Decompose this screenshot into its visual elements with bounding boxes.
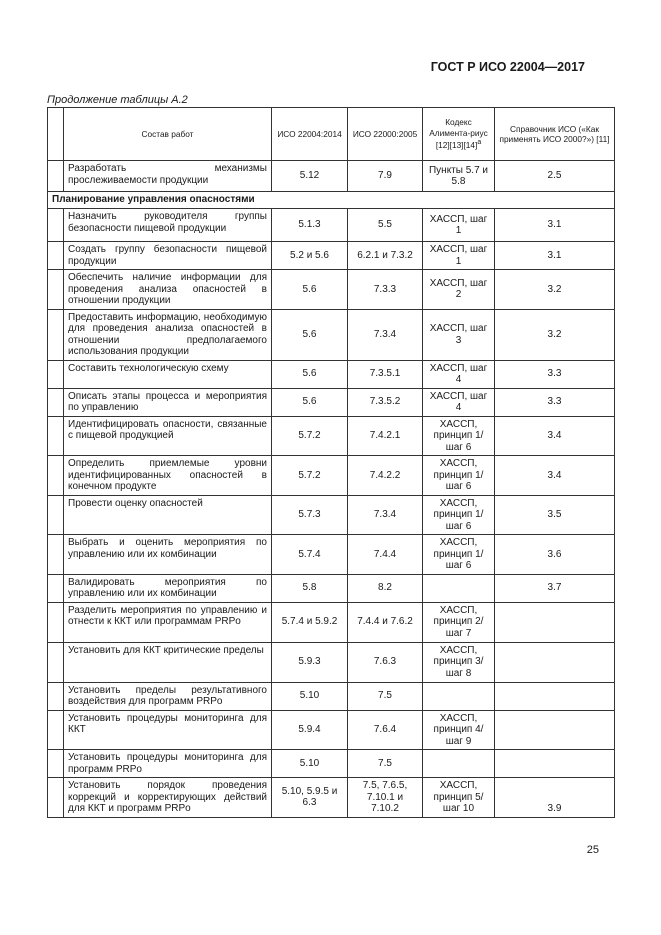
iso22000-cell: 7.4.2.2 [348, 456, 423, 496]
iso22000-cell: 7.5 [348, 682, 423, 710]
codex-cell: ХАССП, шаг 2 [423, 270, 495, 310]
row-marker-cell [48, 209, 64, 242]
codex-cell: Пункты 5.7 и 5.8 [423, 161, 495, 192]
table-row [48, 495, 615, 535]
iso22004-cell: 5.7.3 [272, 495, 348, 535]
iso22000-cell: 6.2.1 и 7.3.2 [348, 242, 423, 270]
table-row [48, 750, 615, 778]
codex-cell: ХАССП, шаг 4 [423, 360, 495, 388]
work-cell: Установить для ККТ критические пределы [64, 642, 272, 682]
codex-cell: ХАССП, шаг 3 [423, 309, 495, 360]
row-marker-cell [48, 682, 64, 710]
iso22000-cell: 7.3.3 [348, 270, 423, 310]
iso22004-cell: 5.6 [272, 309, 348, 360]
codex-cell: ХАССП, принцип 1/ шаг 6 [423, 416, 495, 456]
handbook-cell [495, 602, 615, 642]
handbook-cell: 3.2 [495, 270, 615, 310]
work-cell: Установить процедуры мониторинга для программ PRPo [64, 750, 272, 778]
work-column-header: Состав работ [64, 108, 272, 161]
row-marker-cell [48, 309, 64, 360]
row-marker-cell [48, 456, 64, 496]
work-cell: Идентифицировать опасности, связанные с пищевой продукцией [64, 416, 272, 456]
codex-footnote-mark: a [477, 139, 482, 147]
iso22000-cell: 7.6.3 [348, 642, 423, 682]
table-row [48, 682, 615, 710]
handbook-cell: 3.4 [495, 416, 615, 456]
work-cell: Валидировать мероприятия по управлению или их комбинации [64, 574, 272, 602]
row-marker-cell [48, 388, 64, 416]
row-marker-cell [48, 750, 64, 778]
handbook-cell: 3.3 [495, 360, 615, 388]
iso22004-cell: 5.6 [272, 360, 348, 388]
work-cell: Провести оценку опасностей [64, 495, 272, 535]
codex-cell: ХАССП, принцип 5/ шаг 10 [423, 778, 495, 818]
iso22000-cell: 7.3.4 [348, 495, 423, 535]
section-row [48, 192, 615, 209]
iso22004-cell: 5.9.4 [272, 710, 348, 750]
iso22004-cell: 5.1.3 [272, 209, 348, 242]
handbook-cell [495, 682, 615, 710]
table-caption: Продолжение таблицы А.2 [47, 94, 188, 106]
handbook-cell: 2.5 [495, 161, 615, 192]
table-row [48, 360, 615, 388]
table-row [48, 710, 615, 750]
row-marker-cell [48, 161, 64, 192]
work-cell: Определить приемлемые уровни идентифицированных опасностей в конечном продукте [64, 456, 272, 496]
page-number: 25 [586, 844, 599, 856]
handbook-cell: 3.3 [495, 388, 615, 416]
handbook-cell [495, 750, 615, 778]
work-cell: Установить пределы результативного воздействия для программ PRPo [64, 682, 272, 710]
row-marker-cell [48, 495, 64, 535]
handbook-cell: 3.7 [495, 574, 615, 602]
iso22000-cell: 7.4.4 и 7.6.2 [348, 602, 423, 642]
codex-cell: ХАССП, принцип 4/ шаг 9 [423, 710, 495, 750]
iso22004-cell: 5.2 и 5.6 [272, 242, 348, 270]
table-row [48, 270, 615, 310]
row-marker-cell [48, 602, 64, 642]
table-header-row [48, 108, 615, 161]
table-row [48, 161, 615, 192]
row-marker-cell [48, 270, 64, 310]
iso22004-cell: 5.7.2 [272, 456, 348, 496]
iso22000-cell: 7.9 [348, 161, 423, 192]
table-row [48, 574, 615, 602]
iso22004-cell: 5.8 [272, 574, 348, 602]
iso22000-cell: 7.5, 7.6.5, 7.10.1 и 7.10.2 [348, 778, 423, 818]
work-cell: Описать этапы процесса и мероприятия по управлению [64, 388, 272, 416]
handbook-cell: 3.6 [495, 535, 615, 575]
table-row [48, 642, 615, 682]
standards-table [47, 107, 615, 818]
table-row [48, 388, 615, 416]
work-cell: Обеспечить наличие информации для проведения анализа опасностей в отношении продукции [64, 270, 272, 310]
row-marker-cell [48, 242, 64, 270]
codex-cell [423, 682, 495, 710]
codex-cell: ХАССП, принцип 1/ шаг 6 [423, 456, 495, 496]
handbook-cell: 3.1 [495, 242, 615, 270]
codex-header-text: Кодекс Алимента-риус [12][13][14] [429, 117, 488, 151]
handbook-cell: 3.1 [495, 209, 615, 242]
row-marker-cell [48, 360, 64, 388]
iso22004-cell: 5.7.2 [272, 416, 348, 456]
marker-header-cell [48, 108, 64, 161]
table-row [48, 602, 615, 642]
iso22004-cell: 5.7.4 и 5.9.2 [272, 602, 348, 642]
iso22000-cell: 7.6.4 [348, 710, 423, 750]
work-cell: Создать группу безопасности пищевой продукции [64, 242, 272, 270]
iso22004-cell: 5.6 [272, 270, 348, 310]
codex-cell [423, 574, 495, 602]
codex-cell: ХАССП, принцип 2/ шаг 7 [423, 602, 495, 642]
codex-cell: ХАССП, принцип 3/ шаг 8 [423, 642, 495, 682]
codex-cell: ХАССП, шаг 1 [423, 242, 495, 270]
table-row [48, 309, 615, 360]
iso22000-cell: 7.4.2.1 [348, 416, 423, 456]
work-cell: Выбрать и оценить мероприятия по управлению или их комбинации [64, 535, 272, 575]
handbook-cell: 3.9 [495, 778, 615, 818]
iso22004-cell: 5.9.3 [272, 642, 348, 682]
codex-cell: ХАССП, принцип 1/ шаг 6 [423, 535, 495, 575]
iso22000-cell: 8.2 [348, 574, 423, 602]
iso22004-column-header: ИСО 22004:2014 [272, 108, 348, 161]
work-cell: Разделить мероприятия по управлению и отнести к ККТ или программам PRPo [64, 602, 272, 642]
iso22004-cell: 5.7.4 [272, 535, 348, 575]
table-row [48, 456, 615, 496]
work-cell: Установить процедуры мониторинга для ККТ [64, 710, 272, 750]
row-marker-cell [48, 574, 64, 602]
row-marker-cell [48, 416, 64, 456]
table-row [48, 209, 615, 242]
row-marker-cell [48, 778, 64, 818]
table-row [48, 535, 615, 575]
handbook-cell [495, 710, 615, 750]
table-row [48, 242, 615, 270]
work-cell: Разработать механизмы прослеживаемости продукции [64, 161, 272, 192]
handbook-cell: 3.5 [495, 495, 615, 535]
codex-cell: ХАССП, шаг 1 [423, 209, 495, 242]
codex-column-header [423, 108, 495, 161]
work-cell: Предоставить информацию, необходимую для проведения анализа опасностей в отношении предполагаемого использования продукции [64, 309, 272, 360]
handbook-column-header: Справочник ИСО («Как применять ИСО 2000?») [11] [495, 108, 615, 161]
codex-cell: ХАССП, шаг 4 [423, 388, 495, 416]
iso22004-cell: 5.10 [272, 682, 348, 710]
row-marker-cell [48, 535, 64, 575]
iso22000-cell: 7.3.5.1 [348, 360, 423, 388]
handbook-cell: 3.4 [495, 456, 615, 496]
iso22000-cell: 7.3.4 [348, 309, 423, 360]
codex-cell [423, 750, 495, 778]
iso22000-column-header: ИСО 22000:2005 [348, 108, 423, 161]
work-cell: Составить технологическую схему [64, 360, 272, 388]
handbook-cell: 3.2 [495, 309, 615, 360]
section-title: Планирование управления опасностями [48, 192, 615, 209]
table-row [48, 416, 615, 456]
iso22000-cell: 5.5 [348, 209, 423, 242]
work-cell: Назначить руководителя группы безопасности пищевой продукции [64, 209, 272, 242]
table-row [48, 778, 615, 818]
row-marker-cell [48, 642, 64, 682]
document-header: ГОСТ Р ИСО 22004—2017 [430, 60, 585, 74]
iso22004-cell: 5.6 [272, 388, 348, 416]
codex-cell: ХАССП, принцип 1/ шаг 6 [423, 495, 495, 535]
iso22000-cell: 7.3.5.2 [348, 388, 423, 416]
row-marker-cell [48, 710, 64, 750]
handbook-cell [495, 642, 615, 682]
iso22004-cell: 5.10 [272, 750, 348, 778]
iso22004-cell: 5.12 [272, 161, 348, 192]
iso22000-cell: 7.5 [348, 750, 423, 778]
iso22000-cell: 7.4.4 [348, 535, 423, 575]
work-cell: Установить порядок проведения коррекций и корректирующих действий для ККТ и программ PRPo [64, 778, 272, 818]
iso22004-cell: 5.10, 5.9.5 и 6.3 [272, 778, 348, 818]
